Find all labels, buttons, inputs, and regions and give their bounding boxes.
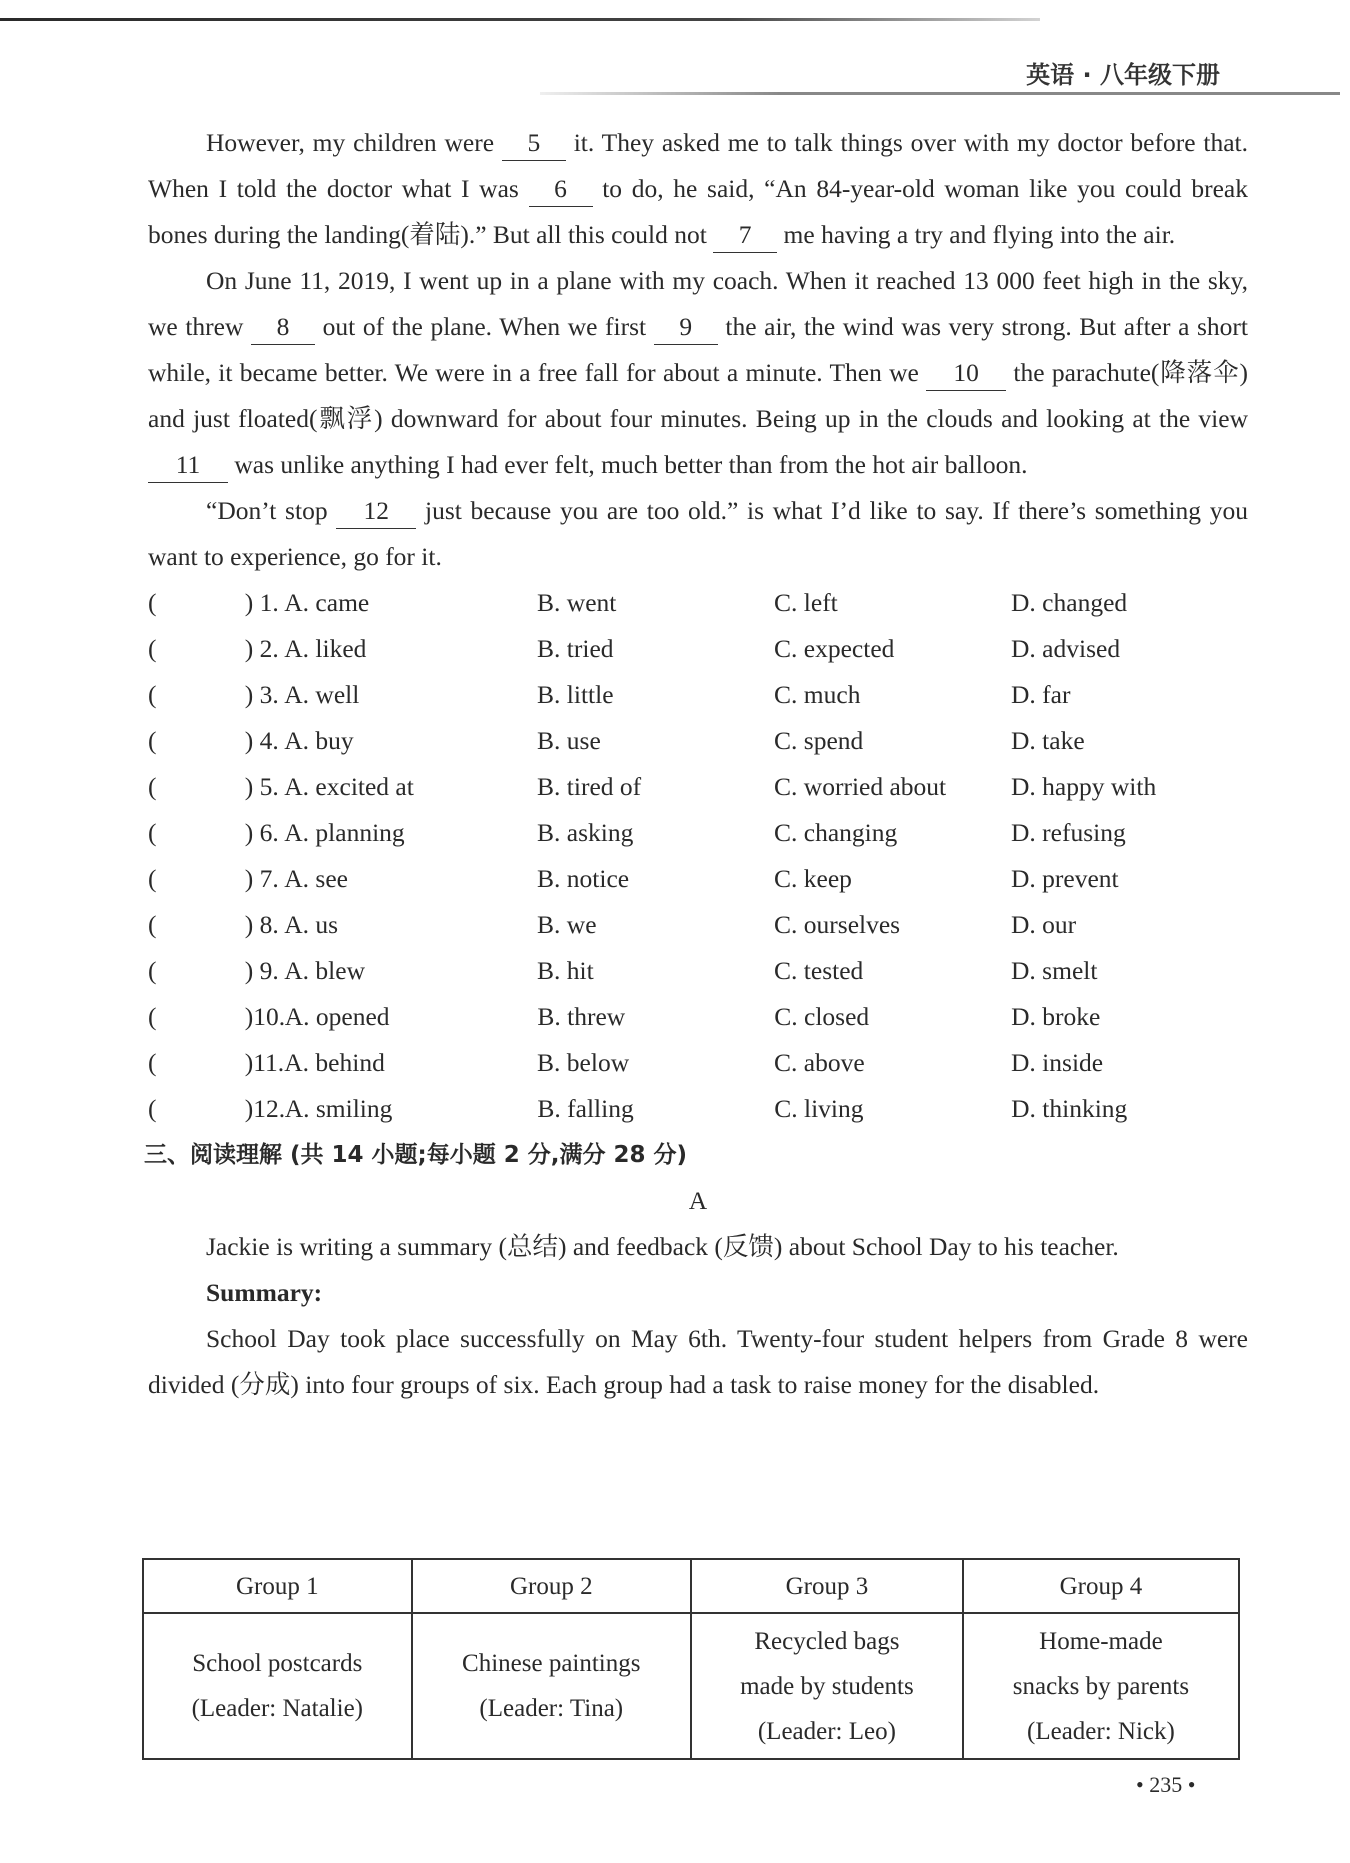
cell-line: snacks by parents bbox=[1012, 1672, 1190, 1700]
question-row bbox=[148, 626, 1248, 672]
option-c[interactable]: C. above bbox=[774, 1048, 865, 1077]
cell-line: (Leader: Nick) bbox=[1027, 1717, 1175, 1745]
page-content bbox=[144, 120, 1249, 1408]
answer-slot[interactable]: ( bbox=[148, 956, 157, 985]
cell-line: (Leader: Leo) bbox=[757, 1717, 896, 1745]
question-number: )12. bbox=[244, 1094, 286, 1123]
top-rule bbox=[0, 18, 1040, 21]
answer-slot[interactable]: ( bbox=[148, 772, 157, 801]
reading-intro: Jackie is writing a summary (总结) and feedback (反馈) about School Day to his teacher. bbox=[206, 1232, 1119, 1261]
option-b[interactable]: B. asking bbox=[537, 818, 634, 847]
page-number: • 235 • bbox=[1136, 1772, 1196, 1797]
option-b[interactable]: B. below bbox=[537, 1048, 630, 1077]
option-c[interactable]: C. ourselves bbox=[774, 910, 901, 939]
question-row bbox=[148, 672, 1248, 718]
table-header-cell: Group 4 bbox=[963, 1559, 1239, 1613]
cell-line: (Leader: Natalie) bbox=[191, 1695, 363, 1722]
table-cell-group-3 bbox=[691, 1613, 963, 1759]
option-d[interactable]: D. refusing bbox=[1011, 818, 1126, 847]
text: just because you are too old.” is what I’d like to say. If there’s something you want to experience, go for it. bbox=[148, 496, 1248, 571]
text: was unlike anything I had ever felt, much better than from the hot air balloon. bbox=[228, 450, 1028, 479]
option-d[interactable]: D. smelt bbox=[1011, 956, 1098, 985]
cell-line: (Leader: Tina) bbox=[479, 1695, 624, 1722]
option-d[interactable]: D. changed bbox=[1011, 588, 1128, 617]
question-row bbox=[148, 580, 1248, 626]
question-row bbox=[148, 902, 1248, 948]
option-b[interactable]: B. tried bbox=[537, 634, 614, 663]
option-a[interactable]: A. opened bbox=[284, 1002, 390, 1031]
question-number: ) 5. bbox=[244, 772, 279, 801]
answer-slot[interactable]: ( bbox=[148, 1002, 157, 1031]
table-cell-group-1 bbox=[143, 1613, 412, 1759]
option-c[interactable]: C. much bbox=[774, 680, 861, 709]
blank-12[interactable]: 12 bbox=[336, 494, 416, 529]
option-a[interactable]: A. excited at bbox=[284, 772, 414, 801]
blank-5[interactable]: 5 bbox=[502, 126, 566, 161]
question-number: ) 1. bbox=[244, 588, 279, 617]
option-c[interactable]: C. tested bbox=[774, 956, 864, 985]
book-title: 英语 · 八年级下册 bbox=[1026, 61, 1220, 89]
option-a[interactable]: A. smiling bbox=[284, 1094, 393, 1123]
option-a[interactable]: A. blew bbox=[284, 956, 365, 985]
passage-paragraph-2 bbox=[148, 258, 1248, 488]
option-d[interactable]: D. far bbox=[1011, 680, 1071, 709]
question-row bbox=[148, 810, 1248, 856]
option-c[interactable]: C. closed bbox=[774, 1002, 870, 1031]
option-d[interactable]: D. take bbox=[1011, 726, 1085, 755]
option-b[interactable]: B. we bbox=[537, 910, 597, 939]
passage-paragraph-3 bbox=[148, 488, 1248, 580]
section-heading: 三、阅读理解 (共 14 小题;每小题 2 分,满分 28 分) bbox=[144, 1142, 688, 1168]
question-row bbox=[148, 1040, 1248, 1086]
answer-slot[interactable]: ( bbox=[148, 680, 157, 709]
option-c[interactable]: C. living bbox=[774, 1094, 864, 1123]
table-cell-group-2 bbox=[412, 1613, 691, 1759]
cell-line: School postcards bbox=[192, 1650, 363, 1677]
answer-slot[interactable]: ( bbox=[148, 818, 157, 847]
text: to do, he said, “An 84-year-old woman like you could break bones during the landing(着陆).” But all this could not bbox=[148, 174, 1248, 249]
option-c[interactable]: C. expected bbox=[774, 634, 895, 663]
option-b[interactable]: B. notice bbox=[537, 864, 630, 893]
cell-line: made by students bbox=[740, 1672, 914, 1700]
text: the parachute(降落伞) and just floated(飘浮) downward for about four minutes. Being up in the clouds and looking at the view bbox=[148, 358, 1248, 433]
option-c[interactable]: C. worried about bbox=[774, 772, 947, 801]
question-number: ) 2. bbox=[244, 634, 279, 663]
question-number: ) 9. bbox=[244, 956, 279, 985]
table-cell-group-4 bbox=[963, 1613, 1239, 1759]
text: However, my children were bbox=[206, 128, 502, 157]
blank-10[interactable]: 10 bbox=[926, 356, 1006, 391]
option-b[interactable]: B. hit bbox=[537, 956, 594, 985]
table-header-cell: Group 1 bbox=[143, 1559, 412, 1613]
option-b[interactable]: B. little bbox=[537, 680, 614, 709]
header-rule bbox=[540, 92, 1340, 95]
option-c[interactable]: C. spend bbox=[774, 726, 864, 755]
option-b[interactable]: B. use bbox=[537, 726, 601, 755]
option-a[interactable]: A. buy bbox=[284, 726, 354, 755]
table-header-row bbox=[143, 1559, 1239, 1613]
option-d[interactable]: D. broke bbox=[1011, 1002, 1101, 1031]
question-number: ) 8. bbox=[244, 910, 279, 939]
option-a[interactable]: A. well bbox=[284, 680, 360, 709]
answer-slot[interactable]: ( bbox=[148, 910, 157, 939]
option-a[interactable]: A. liked bbox=[284, 634, 367, 663]
table-header-cell: Group 2 bbox=[412, 1559, 691, 1613]
option-a[interactable]: A. planning bbox=[284, 818, 405, 847]
text: “Don’t stop bbox=[206, 496, 337, 525]
table-row bbox=[143, 1613, 1239, 1759]
cell-line: Chinese paintings bbox=[462, 1650, 641, 1677]
question-list bbox=[148, 580, 1248, 1132]
cell-line: Home-made bbox=[1039, 1627, 1163, 1655]
answer-slot[interactable]: ( bbox=[148, 1048, 157, 1077]
part-label: A bbox=[688, 1186, 708, 1215]
option-b[interactable]: B. falling bbox=[537, 1094, 634, 1123]
question-row bbox=[148, 1086, 1248, 1132]
text: it. They asked me to talk things over with my doctor before that. When I told the doctor what I was bbox=[148, 128, 1248, 203]
table-header-cell: Group 3 bbox=[691, 1559, 963, 1613]
option-d[interactable]: D. thinking bbox=[1011, 1094, 1128, 1123]
text: On June 11, 2019, I went up in a plane with my coach. When it reached 13 000 feet high in the sky, we threw bbox=[148, 266, 1248, 341]
question-row bbox=[148, 994, 1248, 1040]
blank-6[interactable]: 6 bbox=[529, 172, 593, 207]
question-number: )10. bbox=[244, 1002, 286, 1031]
answer-slot[interactable]: ( bbox=[148, 864, 157, 893]
answer-slot[interactable]: ( bbox=[148, 588, 157, 617]
summary-label: Summary: bbox=[206, 1278, 323, 1307]
option-d[interactable]: D. our bbox=[1011, 910, 1077, 939]
answer-slot[interactable]: ( bbox=[148, 1094, 157, 1123]
groups-table bbox=[142, 1558, 1240, 1760]
text: me having a try and flying into the air. bbox=[777, 220, 1176, 249]
question-row bbox=[148, 718, 1248, 764]
option-a[interactable]: A. behind bbox=[284, 1048, 385, 1077]
question-row bbox=[148, 856, 1248, 902]
option-d[interactable]: D. prevent bbox=[1011, 864, 1119, 893]
summary-text: School Day took place successfully on May 6th. Twenty-four student helpers from Grade 8 were divided (分成) into four groups of six. Each group had a task to raise money for the disabled. bbox=[148, 1324, 1248, 1399]
option-d[interactable]: D. happy with bbox=[1011, 772, 1157, 801]
text: out of the plane. When we first bbox=[315, 312, 654, 341]
question-number: )11. bbox=[244, 1048, 285, 1077]
question-number: ) 6. bbox=[244, 818, 279, 847]
blank-8[interactable]: 8 bbox=[251, 310, 315, 345]
text: the air, the wind was very strong. But after a short while, it became better. We were in a free fall for about a minute. Then we bbox=[148, 312, 1249, 387]
blank-7[interactable]: 7 bbox=[713, 218, 777, 253]
cell-line: Recycled bags bbox=[754, 1627, 900, 1655]
blank-9[interactable]: 9 bbox=[654, 310, 718, 345]
option-b[interactable]: B. tired of bbox=[537, 772, 642, 801]
answer-slot[interactable]: ( bbox=[148, 634, 157, 663]
option-a[interactable]: A. came bbox=[284, 588, 370, 617]
question-number: ) 4. bbox=[244, 726, 279, 755]
option-a[interactable]: A. us bbox=[284, 910, 339, 939]
answer-slot[interactable]: ( bbox=[148, 726, 157, 755]
option-c[interactable]: C. keep bbox=[774, 864, 852, 893]
passage-paragraph-1 bbox=[148, 120, 1248, 258]
option-d[interactable]: D. advised bbox=[1011, 634, 1121, 663]
option-a[interactable]: A. see bbox=[284, 864, 348, 893]
blank-11[interactable]: 11 bbox=[148, 448, 228, 483]
option-d[interactable]: D. inside bbox=[1011, 1048, 1104, 1077]
option-b[interactable]: B. went bbox=[537, 588, 617, 617]
question-row bbox=[148, 764, 1248, 810]
option-c[interactable]: C. left bbox=[774, 588, 838, 617]
option-b[interactable]: B. threw bbox=[537, 1002, 626, 1031]
option-c[interactable]: C. changing bbox=[774, 818, 898, 847]
question-number: ) 3. bbox=[244, 680, 279, 709]
question-row bbox=[148, 948, 1248, 994]
question-number: ) 7. bbox=[244, 864, 279, 893]
